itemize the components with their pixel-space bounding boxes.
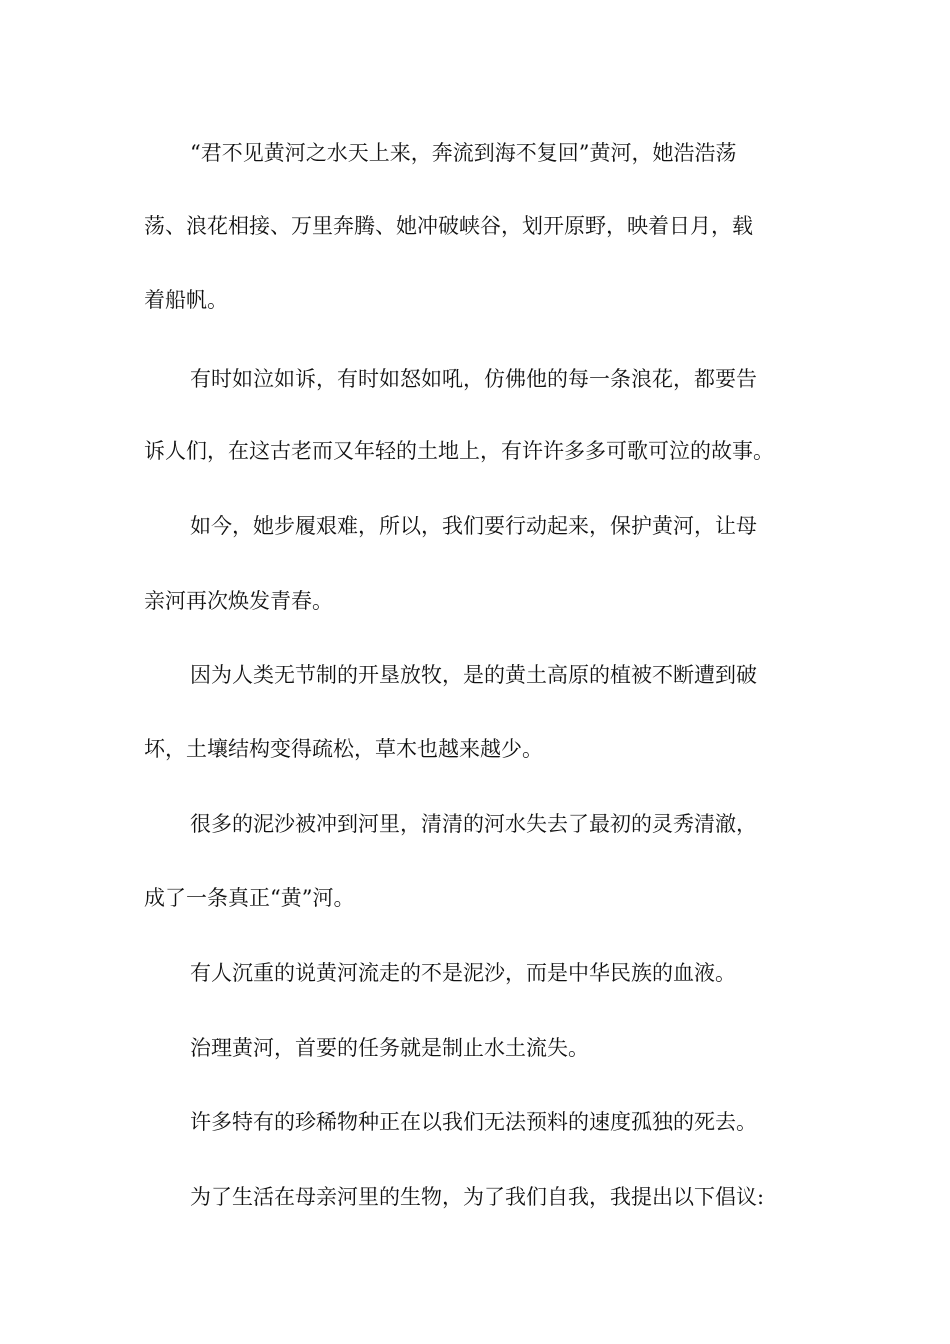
paragraph-5-line-2: 成了一条真正“黄”河。 bbox=[144, 886, 355, 910]
paragraph-6: 有人沉重的说黄河流走的不是泥沙，而是中华民族的血液。 bbox=[190, 961, 736, 985]
paragraph-5-line-1: 很多的泥沙被冲到河里，清清的河水失去了最初的灵秀清澈， bbox=[190, 812, 757, 836]
paragraph-3-line-1: 如今，她步履艰难，所以，我们要行动起来，保护黄河，让母 bbox=[190, 514, 757, 538]
paragraph-4-line-1: 因为人类无节制的开垦放牧，是的黄土高原的植被不断遭到破 bbox=[190, 663, 757, 687]
paragraph-2-line-1: 有时如泣如诉，有时如怒如吼，仿佛他的每一条浪花，都要告 bbox=[190, 367, 757, 391]
paragraph-1-line-2: 荡、浪花相接、万里奔腾、她冲破峡谷，划开原野，映着日月，载 bbox=[144, 214, 753, 238]
paragraph-8: 许多特有的珍稀物种正在以我们无法预料的速度孤独的死去。 bbox=[190, 1110, 757, 1134]
paragraph-4-line-2: 坏，土壤结构变得疏松，草木也越来越少。 bbox=[144, 737, 543, 761]
paragraph-1-line-3: 着船帆。 bbox=[144, 288, 228, 312]
paragraph-9: 为了生活在母亲河里的生物，为了我们自我，我提出以下倡议: bbox=[190, 1185, 765, 1209]
paragraph-1-line-1: “君不见黄河之水天上来，奔流到海不复回”黄河，她浩浩荡 bbox=[190, 141, 737, 165]
paragraph-3-line-2: 亲河再次焕发青春。 bbox=[144, 589, 333, 613]
paragraph-2-line-2: 诉人们，在这古老而又年轻的土地上，有许许多多可歌可泣的故事。 bbox=[144, 439, 774, 463]
paragraph-7: 治理黄河，首要的任务就是制止水土流失。 bbox=[190, 1036, 589, 1060]
